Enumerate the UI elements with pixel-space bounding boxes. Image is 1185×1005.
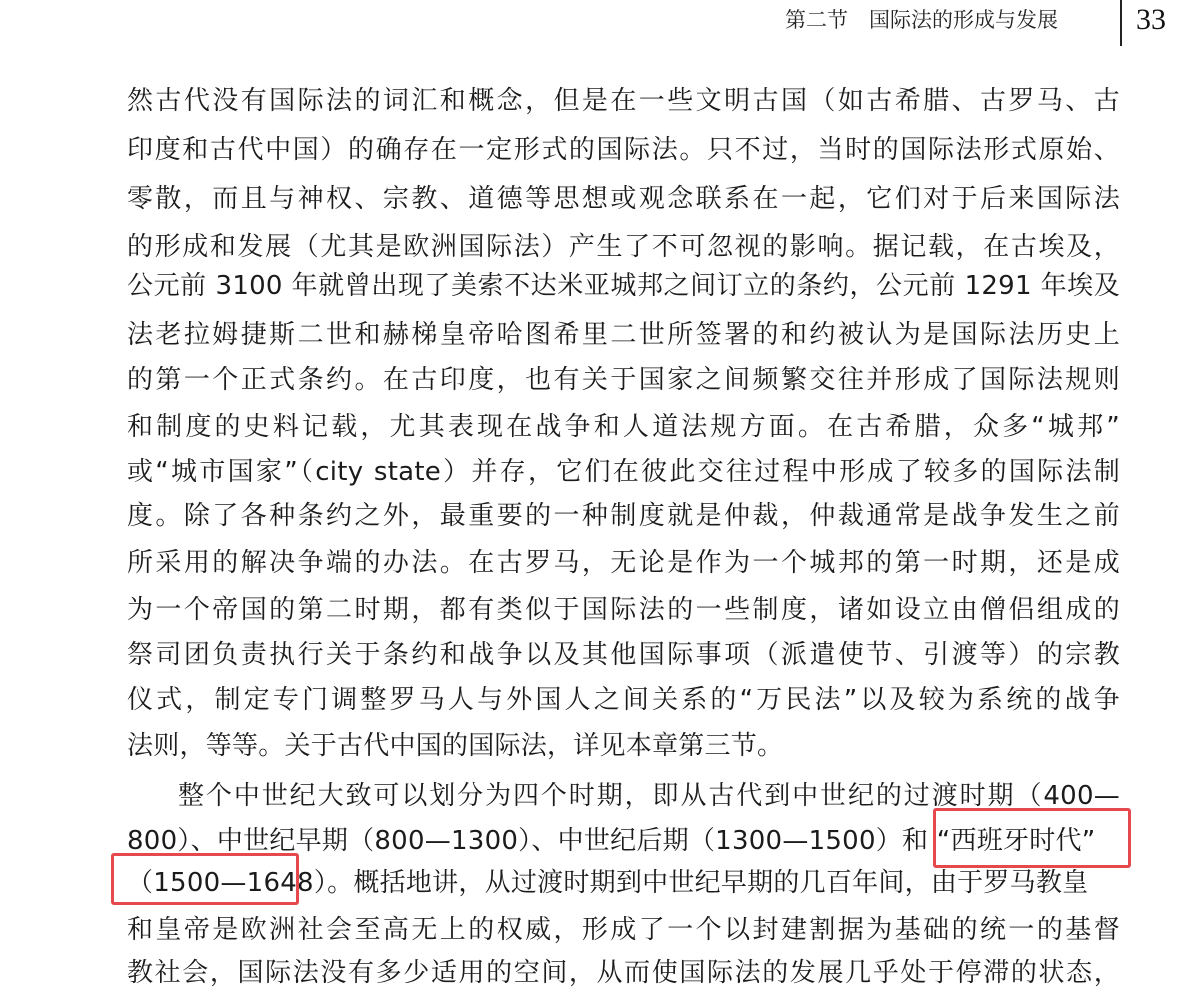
text-line: 零散，而且与神权、宗教、道德等思想或观念联系在一起，它们对于后来国际法 [127,184,1120,214]
text-line: 的形成和发展（尤其是欧洲国际法）产生了不可忽视的影响。据记载，在古埃及， [127,232,1120,262]
highlight-box [111,853,299,905]
text-line: 或“城市国家”（city state）并存，它们在彼此交往过程中形成了较多的国际法制 [127,457,1120,487]
text-segment: 。概括地讲，从过渡时期到中世纪早期的几百年间，由于罗马教皇 [327,868,1089,898]
paragraph-indent-line: 整个中世纪大致可以划分为四个时期，即从古代到中世纪的过渡时期（400— [178,781,1120,811]
text-line: 法则，等等。关于古代中国的国际法，详见本章第三节。 [127,731,784,761]
text-line: 然古代没有国际法的词汇和概念，但是在一些文明古国（如古希腊、古罗马、古 [127,86,1120,116]
text-line: 为一个帝国的第二时期，都有类似于国际法的一些制度，诸如设立由僧侣组成的 [127,595,1120,625]
page-number: 33 [1136,3,1166,36]
highlighted-phrase: （1500—1648） [127,868,328,898]
text-line: 所采用的解决争端的办法。在古罗马，无论是作为一个城邦的第一时期，还是成 [127,548,1120,578]
section-title: 第二节 国际法的形成与发展 [785,8,1058,32]
highlight-box [933,808,1131,868]
text-line: 和制度的史料记载，尤其表现在战争和人道法规方面。在古希腊，众多“城邦” [127,412,1120,442]
text-segment: 800）、中世纪早期（800—1300）、中世纪后期（1300—1500）和 [127,826,937,856]
text-line: 和皇帝是欧洲社会至高无上的权威，形成了一个以封建割据为基础的统一的基督 [127,915,1120,945]
text-line: 印度和古代中国）的确存在一定形式的国际法。只不过，当时的国际法形式原始、 [127,135,1120,165]
text-line: 公元前 3100 年就曾出现了美索不达米亚城邦之间订立的条约，公元前 1291 年埃及 [127,271,1120,301]
text-line: 的第一个正式条约。在古印度，也有关于国家之间频繁交往并形成了国际法规则 [127,365,1120,395]
text-line: 教社会，国际法没有多少适用的空间，从而使国际法的发展几乎处于停滞的状态， [127,958,1120,988]
highlighted-phrase: “西班牙时代” [936,826,1096,856]
header-divider [1120,0,1122,46]
text-line: 祭司团负责执行关于条约和战争以及其他国际事项（派遣使节、引渡等）的宗教 [127,640,1120,670]
text-line: 法老拉姆捷斯二世和赫梯皇帝哈图希里二世所签署的和约被认为是国际法历史上 [127,320,1120,350]
text-line: 度。除了各种条约之外，最重要的一种制度就是仲裁，仲裁通常是战争发生之前 [127,501,1120,531]
text-line: 仪式，制定专门调整罗马人与外国人之间关系的“万民法”以及较为系统的战争 [127,685,1120,715]
